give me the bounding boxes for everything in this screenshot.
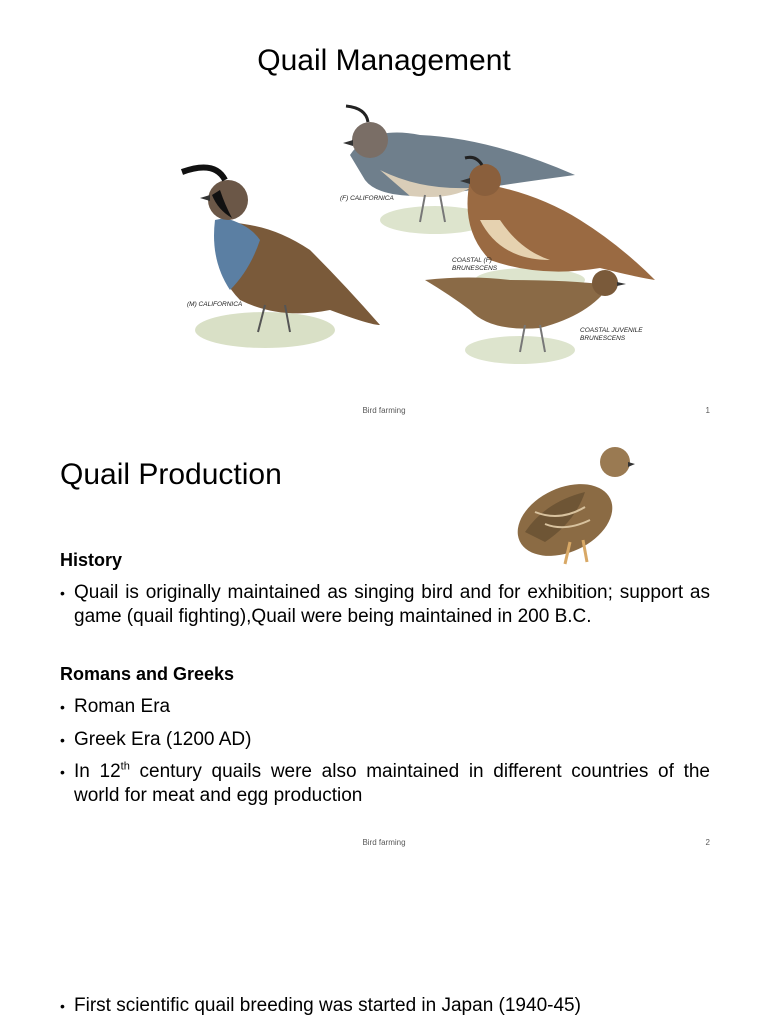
quail-species-illustration [170, 100, 670, 390]
slide-footer: Bird farming [362, 406, 406, 415]
roman-era-bullet: • Roman Era [60, 696, 171, 717]
page-number: 1 [705, 406, 710, 415]
greek-era-bullet: • Greek Era (1200 AD) [60, 729, 252, 750]
slide-1 [0, 0, 768, 432]
slide-title: Quail Production [60, 458, 282, 491]
history-bullet: • Quail is originally maintained as singing bird and for exhibition; support as game (quail fighting),Quail were being maintained in 200 B.C. [60, 582, 710, 627]
slide-footer: Bird farming [362, 838, 406, 847]
japan-breeding-bullet: • First scientific quail breeding was started in Japan (1940-45) [60, 995, 581, 1016]
twelfth-century-bullet: • In 12th century quails were also maintained in different countries of the world for meat and egg production [60, 760, 710, 806]
label-coastal-female-2: BRUNESCENS [452, 265, 498, 272]
page-number: 2 [705, 838, 710, 847]
label-male-californica: (M) CALIFORNICA [187, 301, 243, 308]
history-heading: History [60, 550, 123, 570]
quail-image [505, 442, 635, 572]
coastal-juvenile-quail-image [425, 270, 626, 364]
slide-3 [0, 864, 768, 1024]
label-coastal-juvenile-1: COASTAL JUVENILE [580, 327, 643, 334]
label-female-californica: (F) CALIFORNICA [340, 195, 394, 202]
romans-greeks-heading: Romans and Greeks [60, 664, 235, 684]
label-coastal-female-1: COASTAL (F) [452, 257, 492, 264]
slide-2 [0, 432, 768, 864]
label-coastal-juvenile-2: BRUNESCENS [580, 335, 626, 342]
slide-title: Quail Management [257, 44, 511, 77]
